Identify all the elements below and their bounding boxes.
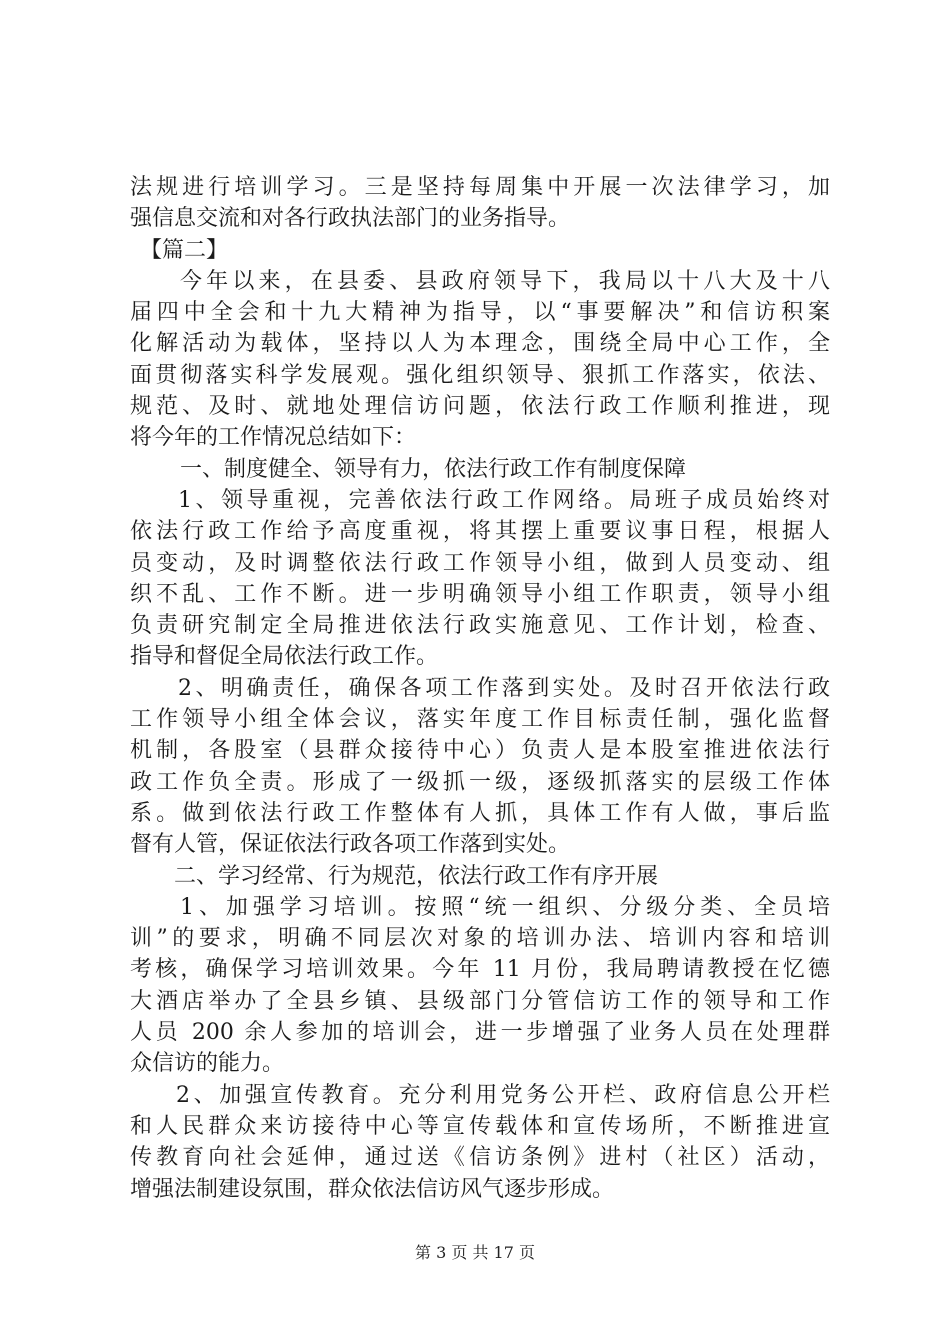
text-line: 督有人管，保证依法行政各项工作落到实处。 <box>130 832 571 858</box>
text-line: 法规进行培训学习。三是坚持每周集中开展一次法律学习，加 <box>130 175 830 200</box>
text-line: 训”的要求，明确不同层次对象的培训办法、培训内容和培训 <box>130 926 830 952</box>
text-line: 1、加强学习培训。按照“统一组织、分级分类、全员培 <box>180 894 830 920</box>
text-line: 织不乱、工作不断。进一步明确领导小组工作职责，领导小组 <box>130 581 830 607</box>
text-line: 2、明确责任，确保各项工作落到实处。及时召开依法行政 <box>178 675 830 701</box>
text-line: 1、领导重视，完善依法行政工作网络。局班子成员始终对 <box>178 487 830 513</box>
text-line: 今年以来，在县委、县政府领导下，我局以十八大及十八 <box>180 268 830 294</box>
text-line: 将今年的工作情况总结如下： <box>130 425 417 451</box>
text-line: 2、加强宣传教育。充分利用党务公开栏、政府信息公开栏 <box>176 1082 830 1108</box>
document-body <box>130 172 830 1205</box>
text-line: 和人民群众来访接待中心等宣传载体和宣传场所，不断推进宣 <box>130 1113 830 1139</box>
subsection-heading: 二、学习经常、行为规范，依法行政工作有序开展 <box>174 863 659 889</box>
text-line: 大酒店举办了全县乡镇、县级部门分管信访工作的领导和工作 <box>130 988 830 1014</box>
text-line: 届四中全会和十九大精神为指导，以“事要解决”和信访积案 <box>130 300 830 326</box>
text-line: 强信息交流和对各行政执法部门的业务指导。 <box>130 206 571 232</box>
text-line: 机制，各股室（县群众接待中心）负责人是本股室推进依法行 <box>130 738 830 764</box>
text-line: 指导和督促全局依法行政工作。 <box>130 644 439 670</box>
text-line: 负责研究制定全局推进依法行政实施意见、工作计划，检查、 <box>130 613 830 639</box>
text-line: 增强法制建设氛围，群众依法信访风气逐步形成。 <box>130 1176 615 1202</box>
text-line: 依法行政工作给予高度重视，将其摆上重要议事日程，根据人 <box>130 519 830 545</box>
text-line: 工作领导小组全体会议，落实年度工作目标责任制，强化监督 <box>130 707 830 733</box>
text-line: 员变动，及时调整依法行政工作领导小组，做到人员变动、组 <box>130 550 830 576</box>
text-line: 人员 200 余人参加的培训会，进一步增强了业务人员在处理群 <box>130 1020 830 1046</box>
text-line: 化解活动为载体，坚持以人为本理念，围绕全局中心工作，全 <box>130 331 830 357</box>
text-line: 面贯彻落实科学发展观。强化组织领导、狠抓工作落实，依法、 <box>130 362 830 388</box>
page-number-footer: 第 3 页 共 17 页 <box>415 1243 535 1262</box>
subsection-heading: 一、制度健全、领导有力，依法行政工作有制度保障 <box>180 456 687 482</box>
text-line: 政工作负全责。形成了一级抓一级，逐级抓落实的层级工作体 <box>130 769 830 795</box>
text-line: 规范、及时、就地处理信访问题，依法行政工作顺利推进，现 <box>130 394 830 420</box>
text-line: 考核，确保学习培训效果。今年 11 月份，我局聘请教授在忆德 <box>130 957 830 983</box>
text-line: 系。做到依法行政工作整体有人抓，具体工作有人做，事后监 <box>130 800 830 826</box>
text-line: 传教育向社会延伸，通过送《信访条例》进村（社区）活动， <box>130 1145 830 1171</box>
section-heading: 【篇二】 <box>140 237 229 263</box>
text-line: 众信访的能力。 <box>130 1051 285 1077</box>
